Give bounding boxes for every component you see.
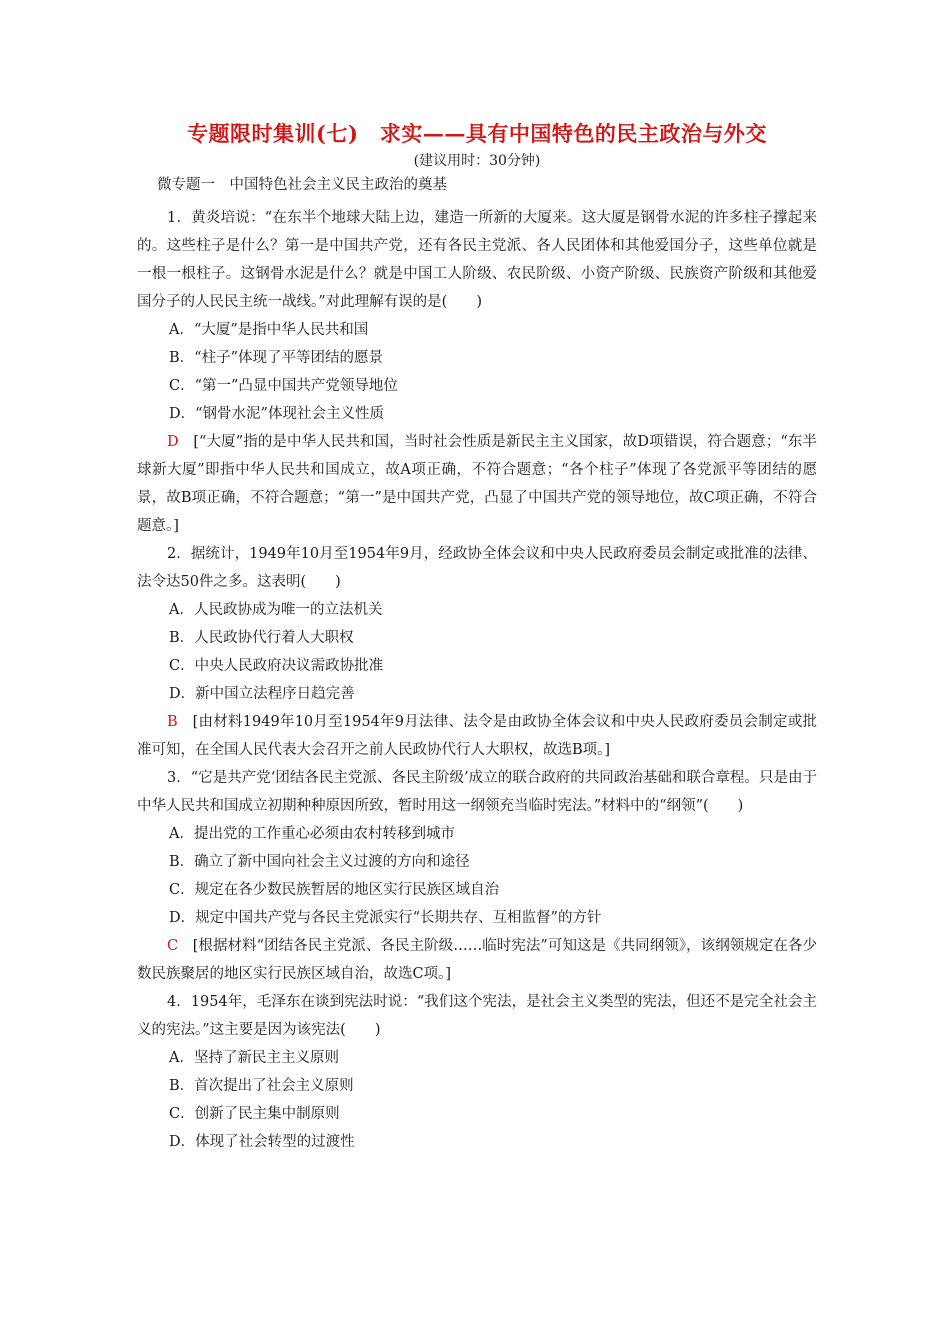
time-suggestion: (建议用时：30分钟) xyxy=(413,153,541,169)
question-1 xyxy=(137,204,817,540)
answer-analysis xyxy=(137,708,817,764)
question-stem: 1．黄炎培说：“在东半个地球大陆上边，建造一所新的大厦来。这大厦是钢骨水泥的许多柱子撑起来的。这些柱子是什么？第一是中国共产党，还有各民主党派、各人民团体和其他爱国分子，这些单位就是一根一根柱子。这钢骨水泥是什么？就是中国工人阶级、农民阶级、小资产阶级、民族资产阶级和其他爱国分子的人民民主统一战线。”对此理解有误的是( ) xyxy=(137,210,817,310)
question-3 xyxy=(137,764,817,988)
option-b: B．人民政协代行着人大职权 xyxy=(169,630,354,646)
option-d: D．“钢骨水泥”体现社会主义性质 xyxy=(169,406,384,422)
question-stem: 3．“它是共产党‘团结各民主党派、各民主阶级’成立的联合政府的共同政治基础和联合章程。只是由于中华人民共和国成立初期种种原因所致，暂时用这一纲领充当临时宪法。”材料中的“纲领”( ) xyxy=(137,770,817,814)
document-page xyxy=(137,118,817,1156)
answer-letter: B xyxy=(167,714,178,730)
answer-letter: C xyxy=(167,938,179,954)
option-c: C．“第一”凸显中国共产党领导地位 xyxy=(169,378,398,394)
option-a: A．“大厦”是指中华人民共和国 xyxy=(169,322,369,338)
question-stem: 4．1954年，毛泽东在谈到宪法时说：“我们这个宪法，是社会主义类型的宪法，但还不是完全社会主义的宪法。”这主要是因为该宪法( ) xyxy=(137,994,817,1038)
answer-analysis xyxy=(137,932,817,988)
option-c: C．中央人民政府决议需政协批准 xyxy=(169,658,384,674)
page-title: 专题限时集训(七) 求实——具有中国特色的民主政治与外交 xyxy=(187,121,767,146)
option-d: D．新中国立法程序日趋完善 xyxy=(169,686,355,702)
option-d: D．规定中国共产党与各民主党派实行“长期共存、互相监督”的方针 xyxy=(169,910,602,926)
option-d: D．体现了社会转型的过渡性 xyxy=(169,1134,355,1150)
answer-letter: D xyxy=(167,434,179,450)
option-a: A．坚持了新民主主义原则 xyxy=(169,1050,339,1066)
analysis-text: [“大厦”指的是中华人民共和国，当时社会性质是新民主主义国家，故D项错误，符合题意；“东半球新大厦”即指中华人民共和国成立，故A项正确，不符合题意；“各个柱子”体现了各党派平等团结的愿景，故B项正确，不符合题意；“第一”是中国共产党，凸显了中国共产党的领导地位，故C项正确，不符合题意。] xyxy=(137,434,817,534)
question-2 xyxy=(137,540,817,764)
question-stem: 2．据统计，1949年10月至1954年9月，经政协全体会议和中央人民政府委员会制定或批准的法律、法令达50件之多。这表明( ) xyxy=(137,546,817,590)
option-b: B．首次提出了社会主义原则 xyxy=(169,1078,354,1094)
question-4 xyxy=(137,988,817,1156)
section-heading: 微专题一 中国特色社会主义民主政治的奠基 xyxy=(157,177,447,193)
option-a: A．人民政协成为唯一的立法机关 xyxy=(169,602,383,618)
option-b: B．“柱子”体现了平等团结的愿景 xyxy=(169,350,383,366)
option-b: B．确立了新中国向社会主义过渡的方向和途径 xyxy=(169,854,470,870)
analysis-text: [根据材料“团结各民主党派、各民主阶级……临时宪法”可知这是《共同纲领》，该纲领规定在各少数民族聚居的地区实行民族区域自治，故选C项。] xyxy=(137,938,818,982)
option-c: C．创新了民主集中制原则 xyxy=(169,1106,340,1122)
analysis-text: [由材料1949年10月至1954年9月法律、法令是由政协全体会议和中央人民政府委员会制定或批准可知，在全国人民代表大会召开之前人民政协代行人大职权，故选B项。] xyxy=(137,714,817,758)
answer-analysis xyxy=(137,428,817,540)
option-c: C．规定在各少数民族暂居的地区实行民族区域自治 xyxy=(169,882,500,898)
option-a: A．提出党的工作重心必须由农村转移到城市 xyxy=(169,826,455,842)
